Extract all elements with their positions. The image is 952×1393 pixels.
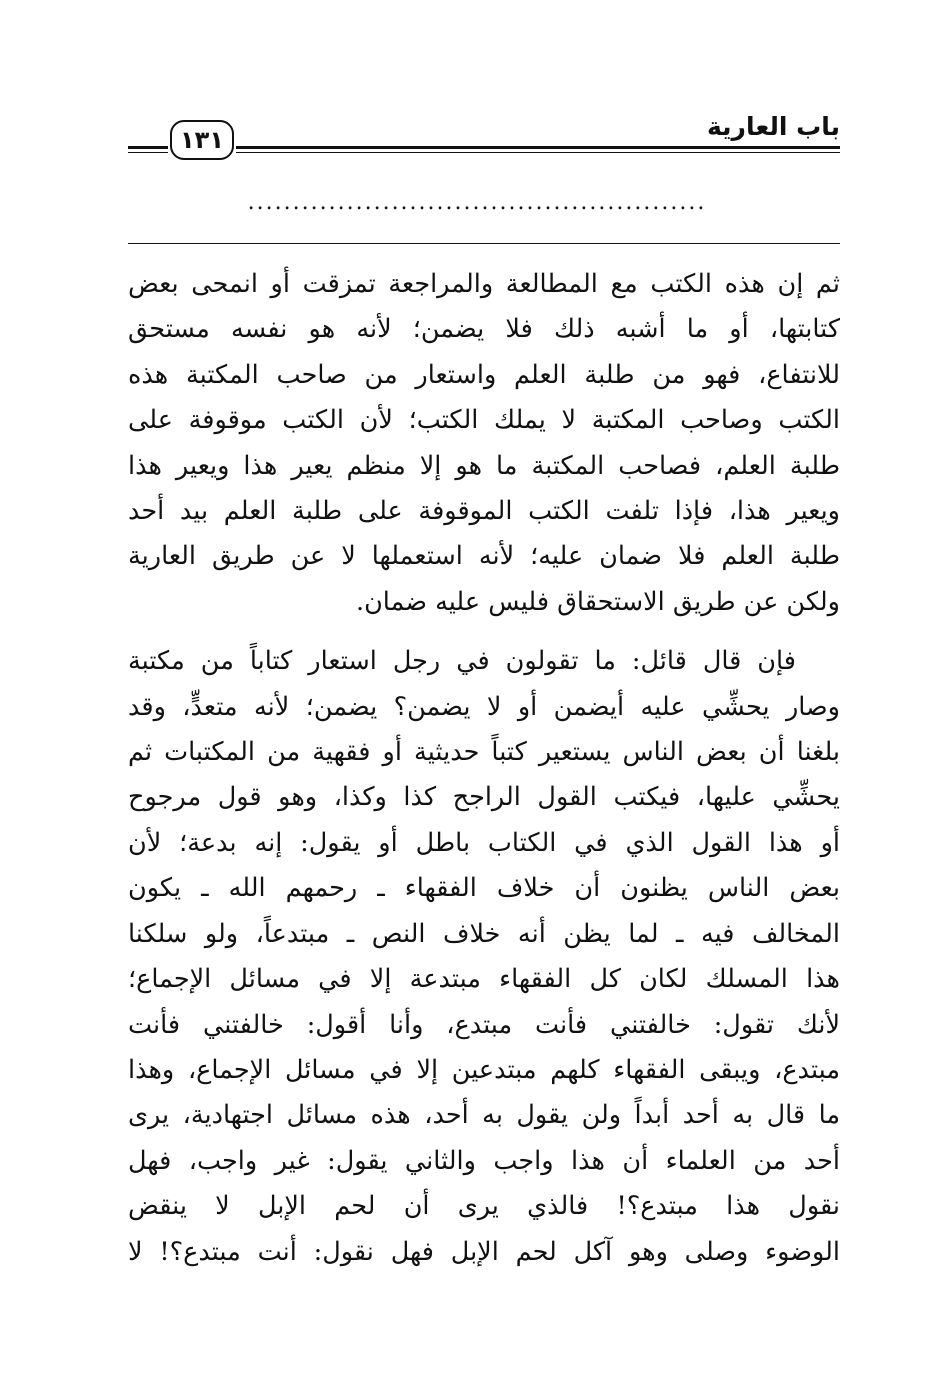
body-text [128,262,840,1275]
page-number: ١٣١ [170,120,234,160]
header-rule-left-thin [128,152,168,153]
paragraph-1 [128,262,840,625]
text-line: يحشِّي عليها، فيكتب القول الراجح كذا وكذا، وهو قول مرجوح [128,782,840,813]
text-line: طلبة العلم، فصاحب المكتبة ما هو إلا منظم يعير هذا ويعير هذا [128,450,840,481]
text-line: الوضوء وصلى وهو آكل لحم الإبل فهل نقول: أنت مبتدع؟! لا [128,1236,840,1267]
section-separator [128,243,840,244]
text-line: ويعير هذا، فإذا تلفت الكتب الموقوفة على طلبة العلم بيد أحد [128,496,840,527]
text-line: كتابتها، أو ما أشبه ذلك فلا يضمن؛ لأنه هو نفسه مستحق [128,314,840,345]
text-line: ثم إن هذه الكتب مع المطالعة والمراجعة تمزقت أو انمحى بعض [128,269,840,299]
header-rule-left-thick [128,146,168,149]
text-line: لأنك تقول: خالفتني فأنت مبتدع، وأنا أقول: خالفتني فأنت [128,1009,840,1040]
text-line: نقول هذا مبتدع؟! فالذي يرى أن لحم الإبل لا ينقض [128,1191,840,1222]
page-header [128,108,840,160]
header-rule-thin [236,152,840,153]
text-line: أو هذا القول الذي في الكتاب باطل أو يقول: إنه بدعة؛ لأن [128,827,840,858]
text-line: بلغنا أن بعض الناس يستعير كتباً حديثية أو فقهية من المكتبات ثم [128,737,840,768]
text-line: هذا المسلك لكان كل الفقهاء مبتدعة إلا في مسائل الإجماع؛ [128,964,840,995]
dotted-placeholder: ................................................... [247,190,707,215]
paragraph-2 [128,639,840,1275]
text-line: طلبة العلم فلا ضمان عليه؛ لأنه استعملها لا عن طريق العارية [128,541,840,572]
text-line: فإن قال قائل: ما تقولون في رجل استعار كتاباً من مكتبة [128,646,796,677]
chapter-title: باب العارية [707,112,840,141]
text-line: ما قال به أحد أبداً ولن يقول به أحد، هذه مسائل اجتهادية، يرى [128,1100,840,1131]
text-line: المخالف فيه ـ لما يظن أنه خلاف النص ـ مبتدعاً، ولو سلكنا [128,918,840,949]
text-line: أحد من العلماء أن هذا واجب والثاني يقول: غير واجب، فهل [128,1145,840,1176]
text-line: ولكن عن طريق الاستحقاق فليس عليه ضمان. [355,586,840,617]
text-line: للانتفاع، فهو من طلبة العلم واستعار من صاحب المكتبة هذه [128,359,840,390]
header-rule-thick [236,146,840,149]
text-line: مبتدع، ويبقى الفقهاء كلهم مبتدعين إلا في مسائل الإجماع، وهذا [128,1054,840,1085]
text-line: وصار يحشِّي عليه أيضمن أو لا يضمن؟ يضمن؛ لأنه متعدٍّ، وقد [128,691,840,722]
text-line: بعض الناس يظنون أن خلاف الفقهاء ـ رحمهم الله ـ يكون [128,873,840,904]
text-line: الكتب وصاحب المكتبة لا يملك الكتب؛ لأن الكتب موقوفة على [128,405,840,436]
